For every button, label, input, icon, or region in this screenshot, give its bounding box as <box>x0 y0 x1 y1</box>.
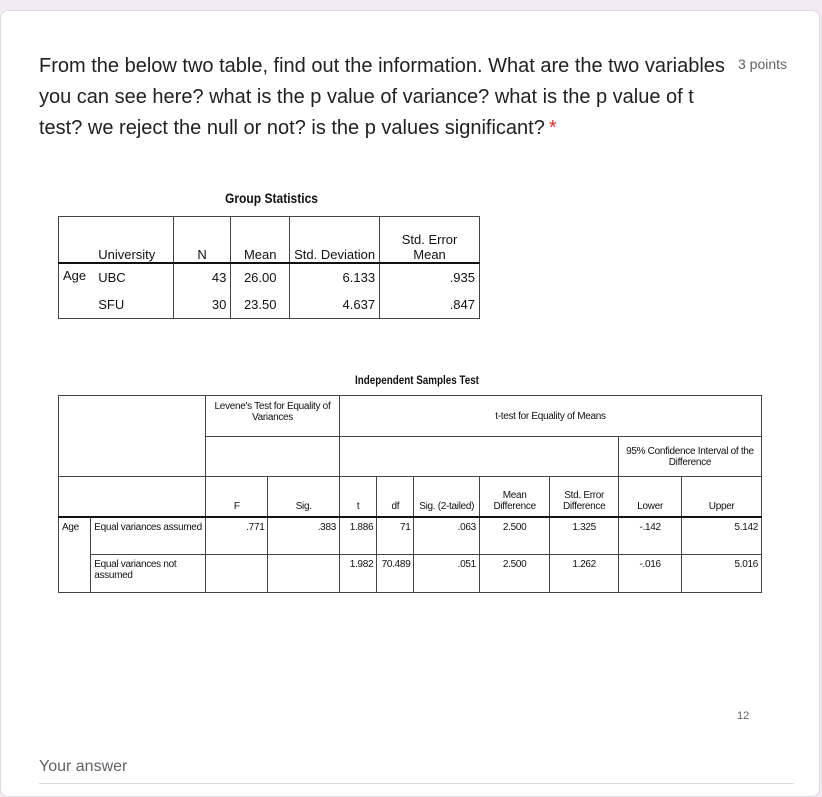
col-sig: Sig. <box>268 477 340 517</box>
table-header-row <box>59 477 762 517</box>
group-label: UBC <box>94 263 173 291</box>
table-header-row <box>59 396 762 437</box>
col-std-error-difference: Std. Error Difference <box>550 477 618 517</box>
col-mean: Mean <box>231 217 290 264</box>
table-header-row <box>59 217 480 264</box>
cell-se: .847 <box>380 291 480 319</box>
table-row <box>59 517 762 555</box>
answer-underline[interactable] <box>39 783 794 784</box>
cell-lower: -.142 <box>618 517 681 555</box>
variable-age: Age <box>59 517 91 593</box>
cell-f: .771 <box>206 517 268 555</box>
cell-df: 71 <box>377 517 414 555</box>
col-n: N <box>173 217 231 264</box>
col-df: df <box>377 477 414 517</box>
points-label: 3 points <box>738 56 788 72</box>
independent-test-title: Independent Samples Test <box>355 373 479 387</box>
cell-mean: 23.50 <box>231 291 290 319</box>
col-lower: Lower <box>618 477 681 517</box>
col-upper: Upper <box>682 477 762 517</box>
cell-df: 70.489 <box>377 555 414 593</box>
question-title: From the below two table, find out the information. What are the two variables you can see here? what is the p value of variance? what is the p value of t test? we reject the null or not? is the p values significant? * <box>39 55 725 139</box>
cell-se: .935 <box>380 263 480 291</box>
page-number: 12 <box>737 710 750 722</box>
row-label: Equal variances assumed <box>91 517 206 555</box>
col-university: University <box>94 217 173 264</box>
required-asterisk: * <box>548 117 557 139</box>
cell-sig-2tailed: .051 <box>414 555 479 593</box>
row-label: Equal variances not assumed <box>91 555 206 593</box>
question-card <box>0 10 820 797</box>
cell-n: 30 <box>173 291 231 319</box>
ttest-header: t-test for Equality of Means <box>339 396 761 437</box>
cell-mean-difference: 2.500 <box>479 555 550 593</box>
cell-mean: 26.00 <box>231 263 290 291</box>
cell-sig <box>268 555 340 593</box>
col-sig-2tailed: Sig. (2-tailed) <box>414 477 479 517</box>
cell-mean-difference: 2.500 <box>479 517 550 555</box>
cell-upper: 5.142 <box>682 517 762 555</box>
cell-sd: 6.133 <box>290 263 380 291</box>
cell-f <box>206 555 268 593</box>
group-label: SFU <box>94 291 173 319</box>
cell-sig-2tailed: .063 <box>414 517 479 555</box>
cell-t: 1.982 <box>339 555 376 593</box>
col-f: F <box>206 477 268 517</box>
group-statistics-table <box>58 216 480 319</box>
cell-sig: .383 <box>268 517 340 555</box>
col-t: t <box>339 477 376 517</box>
cell-std-error-difference: 1.325 <box>550 517 618 555</box>
table-row <box>59 291 480 319</box>
table-row <box>59 555 762 593</box>
answer-input[interactable]: Your answer <box>39 758 128 775</box>
cell-upper: 5.016 <box>682 555 762 593</box>
levene-header: Levene's Test for Equality of Variances <box>206 396 340 437</box>
independent-samples-test-table <box>58 395 762 593</box>
variable-age: Age <box>59 263 95 319</box>
col-std-error-mean: Std. Error Mean <box>380 217 480 264</box>
col-mean-difference: Mean Difference <box>479 477 550 517</box>
cell-lower: -.016 <box>618 555 681 593</box>
cell-sd: 4.637 <box>290 291 380 319</box>
cell-n: 43 <box>173 263 231 291</box>
table-row <box>59 263 480 291</box>
cell-std-error-difference: 1.262 <box>550 555 618 593</box>
group-statistics-title: Group Statistics <box>225 190 319 206</box>
ci-header: 95% Confidence Interval of the Difference <box>618 437 761 477</box>
col-std-deviation: Std. Deviation <box>290 217 380 264</box>
cell-t: 1.886 <box>339 517 376 555</box>
